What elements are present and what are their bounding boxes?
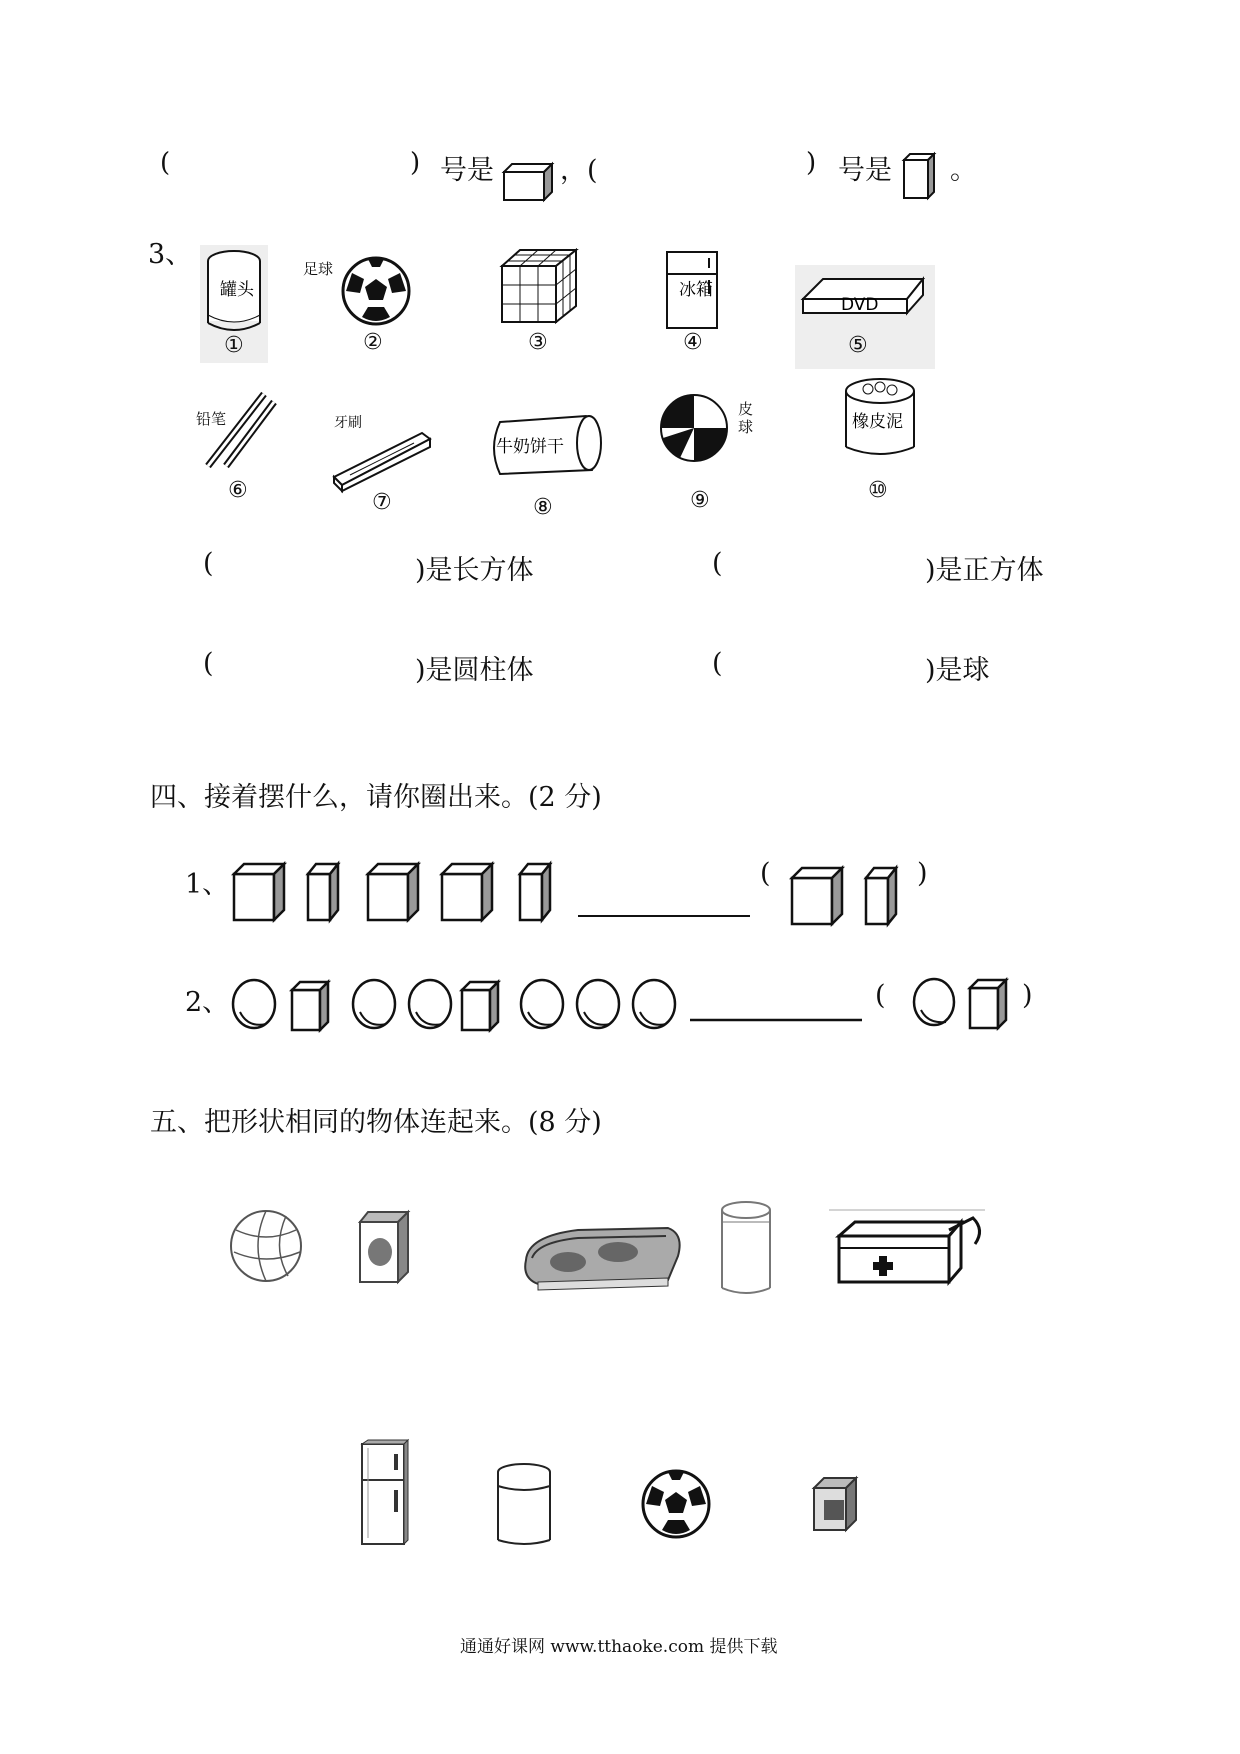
- pencil-label: 铅笔: [196, 410, 227, 428]
- item-num-7: ⑦: [372, 490, 392, 515]
- plasticine-label: 橡皮泥: [852, 412, 903, 432]
- answer-cylinder: )是圆柱体: [415, 655, 534, 686]
- section5-title: 五、把形状相同的物体连起来。(8 分): [150, 1107, 602, 1138]
- paren-close-1: ): [410, 148, 421, 178]
- row1-paren-open: (: [760, 858, 771, 889]
- paren-close-2: ): [806, 148, 817, 178]
- cuboid-2: [520, 864, 550, 920]
- option-cuboid: [866, 868, 896, 924]
- biscuit-tube-image: [488, 412, 606, 478]
- cuboid-1: [308, 864, 338, 920]
- drink-can-image: [718, 1200, 778, 1298]
- option-cuboid-2: [970, 980, 1006, 1028]
- top-period: 。: [950, 155, 977, 186]
- soccer-label: 足球: [303, 260, 334, 278]
- beach-ball-image: [660, 392, 732, 464]
- row2-sequence: [230, 972, 1030, 1034]
- milk-powder-can-image: [494, 1462, 558, 1548]
- item-num-6: ⑥: [228, 478, 248, 503]
- row1-number: 1、: [185, 869, 230, 900]
- answer-sphere-open: (: [712, 648, 723, 679]
- item-num-9: ⑨: [690, 488, 710, 513]
- soccer-ball-image: [340, 255, 412, 327]
- basketball-image: [228, 1208, 308, 1288]
- top-text-1: 号是: [440, 155, 494, 186]
- option-sphere: [914, 979, 954, 1025]
- cube-tall-icon: [900, 150, 940, 205]
- row2-paren-open: (: [875, 980, 886, 1011]
- footer-text: 通通好课网 www.tthaoke.com 提供下载: [460, 1637, 778, 1657]
- rubik-cube-image: [500, 248, 580, 326]
- sphere-6: [633, 980, 675, 1028]
- cuboid-icon: [500, 160, 555, 205]
- section4-title: 四、接着摆什么，请你圈出来。(2 分): [150, 782, 602, 813]
- top-comma: ，(: [560, 155, 598, 186]
- cube-2: [368, 864, 418, 920]
- toothbrush-box-image: [330, 425, 440, 495]
- answer-sphere: )是球: [925, 655, 990, 686]
- paren-open-1: (: [160, 148, 171, 178]
- cube-3: [442, 864, 492, 920]
- fridge-image: [665, 250, 721, 330]
- sphere-4: [521, 980, 563, 1028]
- answer-cuboid: )是长方体: [415, 555, 534, 586]
- soccer-ball-2-image: [640, 1468, 712, 1540]
- plasticine-jar-image: [840, 375, 920, 459]
- first-aid-kit-image: [825, 1210, 985, 1288]
- item-num-1: ①: [224, 333, 244, 358]
- gift-box-image: [810, 1476, 866, 1534]
- top-text-2: 号是: [838, 155, 892, 186]
- dvd-label: DVD: [841, 295, 879, 315]
- sphere-5: [577, 980, 619, 1028]
- can-label: 罐头: [220, 280, 254, 300]
- sphere-1: [233, 980, 275, 1028]
- cuboid-b: [462, 982, 498, 1030]
- item-num-5: ⑤: [848, 333, 868, 358]
- answer-cylinder-open: (: [203, 648, 214, 679]
- cuboid-a: [292, 982, 328, 1030]
- refrigerator-image: [358, 1438, 412, 1548]
- milk-carton-image: [356, 1208, 414, 1286]
- beach-ball-label: 皮球: [738, 400, 754, 436]
- sphere-2: [353, 980, 395, 1028]
- item-num-3: ③: [528, 330, 548, 355]
- item-num-8: ⑧: [533, 495, 553, 520]
- row1-sequence: [230, 860, 910, 930]
- answer-cube: )是正方体: [925, 555, 1044, 586]
- fridge-label: 冰箱: [679, 280, 713, 300]
- toothbrush-label: 牙刷: [334, 415, 362, 431]
- answer-cube-open: (: [712, 548, 723, 579]
- sphere-3: [409, 980, 451, 1028]
- option-cube: [792, 868, 842, 924]
- pencils-image: [200, 390, 280, 470]
- cube-1: [234, 864, 284, 920]
- row1-paren-close: ): [917, 858, 928, 889]
- row2-paren-close: ): [1022, 980, 1033, 1011]
- item-num-2: ②: [363, 330, 383, 355]
- item-num-4: ④: [683, 330, 703, 355]
- row2-number: 2、: [185, 987, 230, 1018]
- answer-cuboid-open: (: [203, 548, 214, 579]
- biscuit-label: 牛奶饼干: [496, 437, 564, 457]
- item-num-10: ⑩: [868, 478, 888, 503]
- pencil-case-image: [518, 1222, 688, 1292]
- q3-number: 3、: [148, 239, 193, 270]
